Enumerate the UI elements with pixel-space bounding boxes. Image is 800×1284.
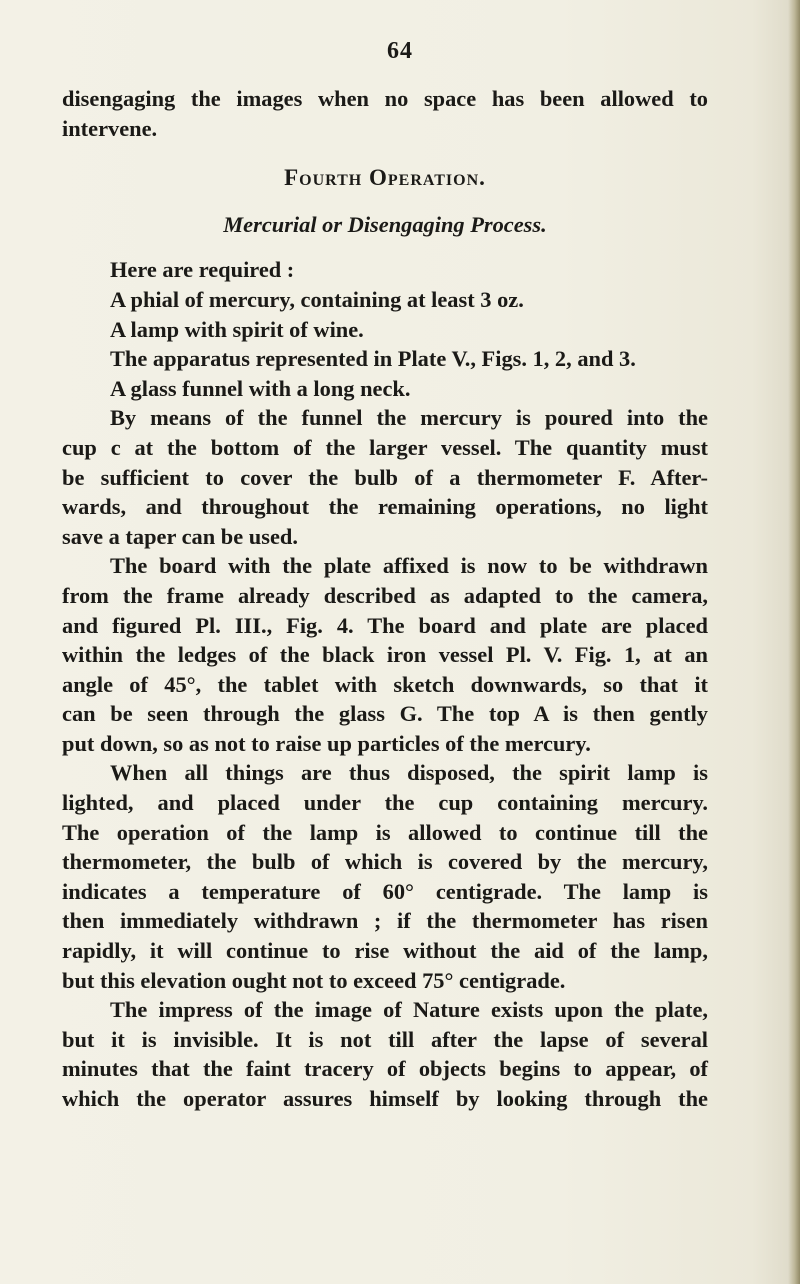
text-line: put down, so as not to raise up particles of the mercury. [62, 730, 591, 756]
list-item: The apparatus represented in Plate V., Figs. 1, 2, and 3. [110, 346, 636, 372]
text-line: rapidly, it will continue to rise without the aid of the lamp, [62, 938, 708, 964]
text-line: from the frame already described as adapted to the camera, [62, 582, 708, 608]
list-item: A lamp with spirit of wine. [110, 316, 364, 342]
text-line: but this elevation ought not to exceed 75° centigrade. [62, 967, 566, 993]
text-line: thermometer, the bulb of which is covered by the mercury, [62, 849, 708, 875]
text-line: indicates a temperature of 60° centigrade. The lamp is [62, 878, 708, 904]
section-subheading: Mercurial or Disengaging Process. [223, 211, 547, 237]
text-line: The impress of the image of Nature exists upon the plate, [110, 997, 708, 1023]
text-line: Here are required : [110, 257, 295, 283]
text-line: can be seen through the glass G. The top A is then gently [62, 701, 708, 727]
section-heading: Fourth Operation. [284, 165, 486, 191]
text-line: save a taper can be used. [62, 523, 298, 549]
page-edge-shadow [788, 0, 800, 1284]
text-line: lighted, and placed under the cup containing mercury. [62, 790, 708, 816]
page-number: 64 [387, 38, 413, 64]
text-line: By means of the funnel the mercury is poured into the [110, 405, 708, 431]
text-line: angle of 45°, the tablet with sketch downwards, so that it [62, 671, 708, 697]
text-line: but it is invisible. It is not till after the lapse of several [62, 1026, 708, 1052]
list-item: A glass funnel with a long neck. [110, 375, 411, 401]
text-line: minutes that the faint tracery of objects begins to appear, of [62, 1056, 708, 1082]
text-line: When all things are thus disposed, the spirit lamp is [110, 760, 708, 786]
text-line: then immediately withdrawn ; if the thermometer has risen [62, 908, 708, 934]
text-line: and figured Pl. III., Fig. 4. The board and plate are placed [62, 612, 708, 638]
text-line: intervene. [62, 115, 158, 141]
text-line: wards, and throughout the remaining operations, no light [62, 494, 708, 520]
text-line: which the operator assures himself by looking through the [62, 1086, 708, 1111]
text-line: The operation of the lamp is allowed to continue till the [62, 819, 708, 845]
text-line: within the ledges of the black iron vessel Pl. V. Fig. 1, at an [62, 642, 708, 668]
text-line: be sufficient to cover the bulb of a thermometer F. After- [62, 464, 708, 490]
body-text [62, 84, 708, 1114]
text-line: disengaging the images when no space has been allowed to [62, 86, 708, 111]
list-item: A phial of mercury, containing at least 3 oz. [110, 286, 524, 312]
text-line: cup c at the bottom of the larger vessel. The quantity must [62, 434, 708, 460]
text-line: The board with the plate affixed is now to be withdrawn [110, 553, 708, 579]
